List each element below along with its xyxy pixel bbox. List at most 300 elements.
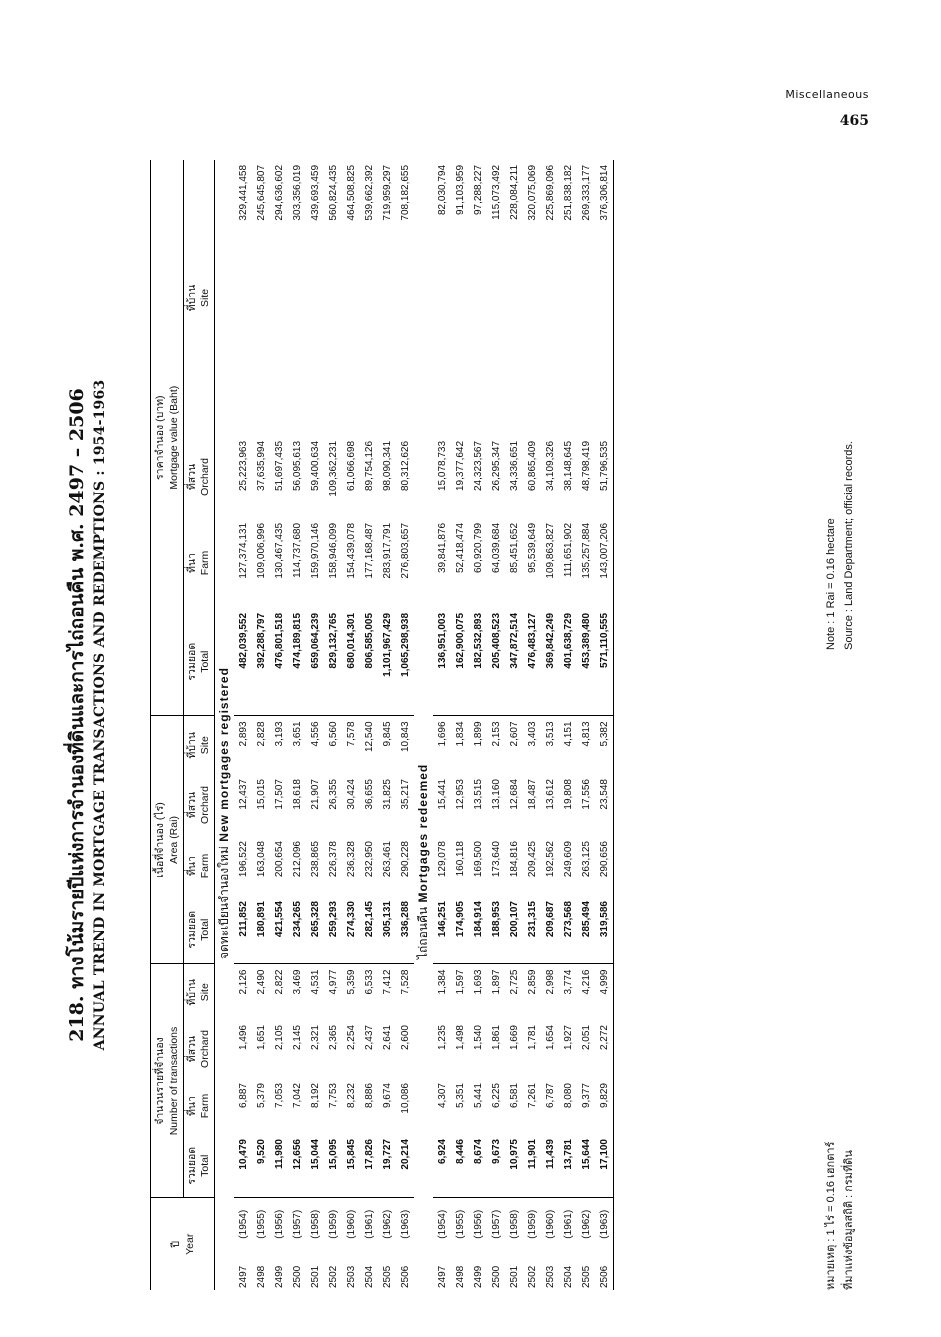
year-cell: (1960) — [544, 1209, 556, 1239]
value-cell: 1,669 — [508, 1025, 520, 1051]
value-cell: 4,151 — [562, 721, 574, 747]
subcolumn-header — [184, 1078, 215, 1134]
value-cell: 169,500 — [472, 841, 484, 878]
year-cell: 2498 — [255, 1265, 267, 1288]
value-cell: 238,865 — [309, 841, 321, 878]
subcolumn-label-thai: รวมยอด — [186, 910, 198, 949]
value-cell: 6,887 — [237, 1083, 249, 1109]
value-cell: 1,834 — [454, 721, 466, 747]
value-cell: 1,065,298,938 — [396, 608, 414, 716]
value-cell: 159,970,146 — [309, 522, 321, 579]
value-cell: 109,362,231 — [327, 440, 339, 497]
value-cell: 2,105 — [273, 1025, 285, 1051]
notes-english — [822, 441, 858, 650]
value-cell: 200,107 — [505, 896, 523, 964]
value-cell: 31,825 — [381, 779, 393, 810]
value-cell: 130,467,435 — [273, 522, 285, 579]
value-cell: 3,193 — [273, 721, 285, 747]
table-row — [523, 160, 541, 1290]
value-cell: 12,437 — [237, 779, 249, 810]
value-cell: 8,080 — [562, 1083, 574, 1109]
value-cell: 9,673 — [487, 1134, 505, 1198]
table-row — [487, 160, 505, 1290]
value-cell: 192,562 — [544, 841, 556, 878]
value-cell: 2,641 — [381, 1025, 393, 1051]
value-cell: 39,841,876 — [436, 522, 448, 574]
subcolumn-label-thai: ที่นา — [186, 856, 198, 876]
year-cell: 2497 — [237, 1265, 249, 1288]
year-cell: 2500 — [291, 1265, 303, 1288]
value-cell: 15,044 — [306, 1134, 324, 1198]
value-cell: 173,640 — [490, 841, 502, 878]
value-cell: 8,232 — [345, 1083, 357, 1109]
table-title-english: ANNUAL TREND IN MORTGAGE TRANSACTIONS AND REDEMPTIONS : 1954-1963 — [92, 379, 108, 1051]
value-cell: 659,064,239 — [306, 608, 324, 716]
value-cell: 56,095,613 — [291, 440, 303, 492]
value-cell: 829,132,765 — [324, 608, 342, 716]
table-row — [288, 160, 306, 1290]
table-row — [577, 160, 595, 1290]
value-cell: 294,636,602 — [273, 164, 285, 221]
year-cell: (1959) — [526, 1209, 538, 1239]
value-cell: 177,168,487 — [363, 522, 375, 579]
value-cell: 2,859 — [526, 969, 538, 995]
group-label-english: Mortgage value (Baht) — [168, 385, 180, 490]
value-cell: 36,655 — [363, 779, 375, 810]
value-cell: 12,656 — [288, 1134, 306, 1198]
value-cell: 2,607 — [508, 721, 520, 747]
value-cell: 163,048 — [255, 841, 267, 878]
year-cell: (1955) — [454, 1209, 466, 1239]
value-cell: 476,801,518 — [270, 608, 288, 716]
value-cell: 1,384 — [436, 969, 448, 995]
subcolumn-label-english: Site — [199, 983, 211, 1002]
value-cell: 23,548 — [595, 774, 614, 836]
value-cell: 127,374,131 — [237, 522, 249, 579]
subcolumn-header — [184, 836, 215, 896]
value-cell: 806,585,005 — [360, 608, 378, 716]
table-row — [505, 160, 523, 1290]
subcolumn-label-thai: ที่นา — [186, 552, 198, 573]
table-row — [396, 160, 414, 1290]
value-cell: 2,254 — [345, 1025, 357, 1051]
value-cell: 2,600 — [399, 1025, 411, 1051]
value-cell: 13,160 — [490, 779, 502, 810]
group-label-thai: จำนวนรายที่จำนอง — [154, 1037, 166, 1125]
value-cell: 61,066,698 — [345, 440, 357, 492]
value-cell: 2,725 — [508, 969, 520, 995]
value-cell: 15,078,733 — [436, 440, 448, 492]
value-cell: 37,635,994 — [255, 440, 267, 492]
value-cell: 9,520 — [252, 1134, 270, 1198]
value-cell: 9,829 — [595, 1078, 614, 1134]
value-cell: 129,078 — [436, 841, 448, 878]
value-cell: 265,328 — [306, 896, 324, 964]
year-cell: 2500 — [490, 1265, 502, 1288]
value-cell: 209,687 — [541, 896, 559, 964]
value-cell: 12,684 — [508, 779, 520, 810]
value-cell: 708,182,655 — [399, 164, 411, 221]
value-cell: 2,153 — [490, 721, 502, 747]
value-cell: 18,618 — [291, 779, 303, 810]
value-cell: 9,674 — [381, 1083, 393, 1109]
value-cell: 4,977 — [327, 969, 339, 995]
year-cell: 2503 — [544, 1265, 556, 1288]
subcolumn-label-thai: รวมยอด — [186, 1146, 198, 1185]
value-cell: 8,886 — [363, 1083, 375, 1109]
year-cell: 2498 — [454, 1265, 466, 1288]
value-cell: 2,490 — [255, 969, 267, 995]
value-cell: 180,891 — [252, 896, 270, 964]
value-cell: 98,090,341 — [381, 440, 393, 492]
value-cell: 1,597 — [454, 969, 466, 995]
value-cell: 135,257,884 — [580, 522, 592, 579]
value-cell: 114,737,680 — [291, 522, 303, 578]
year-cell: (1962) — [381, 1209, 393, 1239]
rotated-table-page — [62, 140, 882, 1290]
section-spacer — [215, 964, 235, 1290]
subcolumn-header — [184, 1134, 215, 1198]
value-cell: 38,148,645 — [562, 440, 574, 492]
value-cell: 303,356,019 — [291, 164, 303, 221]
value-cell: 2,126 — [237, 969, 249, 995]
value-cell: 236,328 — [345, 841, 357, 878]
year-cell: (1962) — [580, 1209, 592, 1239]
table-row — [595, 160, 614, 1290]
subcolumn-label-thai: ที่บ้าน — [186, 284, 198, 312]
value-cell: 184,914 — [469, 896, 487, 964]
value-cell: 9,377 — [580, 1083, 592, 1109]
area-group-header — [151, 716, 184, 964]
subcolumn-header — [184, 896, 215, 964]
value-cell: 263,461 — [381, 841, 393, 878]
value-cell: 282,145 — [360, 896, 378, 964]
section-label-thai: ไถ่ถอนคืน — [416, 906, 430, 959]
value-cell: 2,437 — [363, 1025, 375, 1051]
value-cell: 60,920,799 — [472, 522, 484, 574]
subcolumn-label-english: Farm — [199, 550, 211, 576]
value-cell: 369,842,249 — [541, 608, 559, 716]
value-cell: 109,006,996 — [255, 522, 267, 579]
value-cell: 401,638,729 — [559, 608, 577, 716]
value-cell: 13,781 — [559, 1134, 577, 1198]
year-cell: 2504 — [562, 1265, 574, 1288]
section-label-english: Mortgages redeemed — [416, 763, 430, 903]
value-cell: 276,803,657 — [399, 522, 411, 579]
value-cell: 158,946,099 — [327, 522, 339, 579]
value-cell: 3,469 — [291, 969, 303, 995]
value-cell: 10,975 — [505, 1134, 523, 1198]
table-row — [559, 160, 577, 1290]
year-cell: 2502 — [526, 1265, 538, 1288]
value-cell: 48,798,419 — [580, 440, 592, 492]
year-cell: 2505 — [580, 1265, 592, 1288]
value-cell: 12,540 — [363, 721, 375, 753]
value-cell: 376,306,814 — [595, 160, 614, 436]
value-cell: 52,418,474 — [454, 522, 466, 574]
value-cell: 6,581 — [508, 1083, 520, 1109]
value-cell: 476,483,127 — [523, 608, 541, 716]
value-cell: 182,532,893 — [469, 608, 487, 716]
value-cell: 19,808 — [562, 779, 574, 810]
notes-thai — [822, 1142, 858, 1290]
value-cell: 290,228 — [399, 841, 411, 878]
group-label-thai: ราคาจำนอง (บาท) — [154, 395, 166, 480]
value-cell: 19,727 — [378, 1134, 396, 1198]
value-cell: 1,651 — [255, 1025, 267, 1051]
value-cell: 6,560 — [327, 721, 339, 747]
value-cell: 15,015 — [255, 779, 267, 810]
year-cell: (1954) — [436, 1209, 448, 1239]
value-cell: 6,533 — [363, 969, 375, 995]
value-cell: 85,451,652 — [508, 522, 520, 574]
value-cell: 336,288 — [396, 896, 414, 964]
subcolumn-label-english: Orchard — [199, 1030, 211, 1068]
value-cell: 11,980 — [270, 1134, 288, 1198]
year-cell: 2505 — [381, 1265, 393, 1288]
table-row — [306, 160, 324, 1290]
value-cell: 4,813 — [580, 721, 592, 747]
value-cell: 8,674 — [469, 1134, 487, 1198]
table-row — [360, 160, 378, 1290]
value-cell: 1,781 — [526, 1025, 538, 1051]
value-cell: 21,907 — [309, 779, 321, 810]
year-cell: (1963) — [399, 1209, 411, 1239]
value-cell: 51,697,435 — [273, 440, 285, 492]
value-cell: 439,693,459 — [309, 164, 321, 221]
value-cell: 453,389,480 — [577, 608, 595, 716]
subcolumn-label-english: Orchard — [199, 786, 211, 824]
value-cell: 680,014,301 — [342, 608, 360, 716]
table-row — [234, 160, 252, 1290]
value-cell: 80,312,626 — [399, 440, 411, 492]
value-cell: 17,507 — [273, 779, 285, 810]
value-cell: 82,030,794 — [436, 164, 448, 215]
subcolumn-header — [184, 436, 215, 518]
subcolumn-label-thai: ที่สวน — [186, 463, 198, 491]
value-cell: 2,051 — [580, 1025, 592, 1051]
value-cell: 95,539,649 — [526, 522, 538, 574]
value-cell: 3,774 — [562, 969, 574, 995]
year-header-thai: ปี — [169, 1240, 182, 1248]
value-cell: 26,295,347 — [490, 440, 502, 492]
value-cell: 97,288,227 — [472, 164, 484, 215]
value-cell: 174,905 — [451, 896, 469, 964]
group-label-english: Area (Rai) — [168, 816, 180, 864]
value-cell: 290,656 — [595, 836, 614, 896]
year-cell: 2497 — [436, 1265, 448, 1288]
section-header: Miscellaneous — [785, 88, 869, 101]
value-cell: 2,272 — [595, 1020, 614, 1078]
value-cell: 3,513 — [544, 721, 556, 747]
value-cell: 1,540 — [472, 1025, 484, 1051]
value-cell: 8,192 — [309, 1083, 321, 1109]
value-cell: 7,053 — [273, 1083, 285, 1109]
value-cell: 5,441 — [472, 1083, 484, 1109]
year-header — [151, 1198, 215, 1290]
year-cell: (1963) — [595, 1198, 614, 1250]
value-cell: 1,927 — [562, 1025, 574, 1051]
section-label — [414, 160, 433, 964]
subcolumn-label-english: Orchard — [199, 457, 211, 496]
year-cell: (1958) — [508, 1209, 520, 1239]
value-cell: 8,446 — [451, 1134, 469, 1198]
table-row — [469, 160, 487, 1290]
value-cell: 18,487 — [526, 779, 538, 810]
section-label-thai: จดทะเบียนจำนองใหม่ — [217, 846, 231, 959]
value-cell: 234,265 — [288, 896, 306, 964]
subcolumn-header — [184, 716, 215, 774]
value-cell: 35,217 — [399, 779, 411, 810]
subcolumn-header — [184, 160, 215, 436]
value-cell: 571,110,555 — [595, 608, 614, 716]
value-cell: 15,845 — [342, 1134, 360, 1198]
value-cell: 1,235 — [436, 1025, 448, 1051]
value-cell: 200,654 — [273, 841, 285, 878]
value-cell: 1,654 — [544, 1025, 556, 1051]
value-cell: 2,828 — [255, 721, 267, 747]
value-cell: 10,086 — [399, 1083, 411, 1114]
subcolumn-label-thai: ที่นา — [186, 1096, 198, 1116]
value-cell: 482,039,552 — [234, 608, 252, 716]
value-cell: 560,824,435 — [327, 164, 339, 221]
value-cell: 11,439 — [541, 1134, 559, 1198]
subcolumn-label-english: Site — [199, 288, 211, 307]
year-cell: (1960) — [345, 1209, 357, 1239]
value-cell: 154,439,078 — [345, 522, 357, 579]
subcolumn-label-english: Farm — [199, 1093, 211, 1119]
value-cell: 10,843 — [399, 721, 411, 753]
value-cell: 539,662,392 — [363, 164, 375, 221]
year-cell: 2503 — [345, 1265, 357, 1288]
group-label-english: Number of transactions — [168, 1026, 180, 1136]
value-cell: 464,508,825 — [345, 164, 357, 221]
value-cell: 7,578 — [345, 721, 357, 747]
value-cell: 17,100 — [595, 1134, 614, 1198]
value-cell: 10,479 — [234, 1134, 252, 1198]
year-cell: 2499 — [273, 1265, 285, 1288]
value-cell: 5,379 — [255, 1083, 267, 1109]
year-cell: (1958) — [309, 1209, 321, 1239]
year-cell: 2499 — [472, 1265, 484, 1288]
subcolumn-label-english: Farm — [199, 853, 211, 879]
year-cell: 2501 — [508, 1265, 520, 1288]
transactions-group-header — [151, 964, 184, 1198]
value-cell: 5,351 — [454, 1083, 466, 1109]
year-cell: (1954) — [237, 1209, 249, 1239]
value-cell: 1,899 — [472, 721, 484, 747]
subcolumn-header — [184, 774, 215, 836]
value-cell: 283,917,791 — [381, 522, 393, 579]
year-cell: (1957) — [291, 1209, 303, 1239]
value-cell: 60,865,409 — [526, 440, 538, 492]
value-cell: 30,424 — [345, 779, 357, 810]
subcolumn-label-english: Total — [199, 650, 211, 673]
value-cell: 474,189,815 — [288, 608, 306, 716]
section-header-row — [414, 160, 433, 1290]
value-cell: 329,441,458 — [237, 164, 249, 221]
page-number: 465 — [839, 113, 869, 129]
value-cell: 184,816 — [508, 841, 520, 878]
year-cell: 2504 — [363, 1265, 375, 1288]
value-cell: 7,412 — [381, 969, 393, 995]
year-cell: (1959) — [327, 1209, 339, 1239]
table-row — [252, 160, 270, 1290]
value-cell: 5,359 — [345, 969, 357, 995]
subcolumn-header — [184, 518, 215, 608]
source-thai: ที่มาแห่งข้อมูลสถิติ : กรมที่ดิน — [843, 1150, 855, 1290]
value-cell: 115,073,492 — [490, 164, 502, 220]
value-cell: 13,612 — [544, 779, 556, 810]
subcolumn-label-english: Total — [199, 1154, 211, 1177]
value-cell: 245,645,807 — [255, 164, 267, 221]
section-label — [215, 160, 235, 964]
value-cell: 2,365 — [327, 1025, 339, 1051]
value-cell: 2,321 — [309, 1025, 321, 1051]
value-cell: 719,959,297 — [381, 164, 393, 221]
section-header-row — [215, 160, 235, 1290]
year-cell: 2506 — [399, 1265, 411, 1288]
subcolumn-label-english: Total — [199, 918, 211, 941]
value-cell: 9,845 — [381, 721, 393, 747]
value-cell: 7,261 — [526, 1083, 538, 1109]
value-cell: 2,822 — [273, 969, 285, 995]
value-cell: 2,893 — [237, 721, 249, 747]
value-cell: 34,109,326 — [544, 440, 556, 492]
value-cell: 17,826 — [360, 1134, 378, 1198]
value-cell: 392,288,797 — [252, 608, 270, 716]
value-cell: 4,531 — [309, 969, 321, 995]
year-cell: (1956) — [273, 1209, 285, 1239]
year-cell: 2502 — [327, 1265, 339, 1288]
value-cell: 285,494 — [577, 896, 595, 964]
value-cell: 209,425 — [526, 841, 538, 878]
value-cell: 269,333,177 — [580, 164, 592, 221]
value-cell: 2,145 — [291, 1025, 303, 1051]
subcolumn-label-english: Site — [199, 736, 211, 755]
table-row — [270, 160, 288, 1290]
value-cell: 6,225 — [490, 1083, 502, 1109]
year-cell: (1961) — [363, 1209, 375, 1239]
value-cell: 347,872,514 — [505, 608, 523, 716]
subcolumn-header — [184, 1020, 215, 1078]
year-cell: (1961) — [562, 1209, 574, 1239]
table-row — [378, 160, 396, 1290]
value-cell: 162,900,075 — [451, 608, 469, 716]
value-cell: 1,696 — [436, 721, 448, 747]
value-cell: 160,118 — [454, 841, 466, 877]
value-cell: 225,869,096 — [544, 164, 556, 221]
value-cell: 109,863,827 — [544, 522, 556, 579]
table-row — [433, 160, 451, 1290]
value-cell: 5,382 — [595, 716, 614, 774]
value-cell: 20,214 — [396, 1134, 414, 1198]
year-cell: (1957) — [490, 1209, 502, 1239]
subcolumn-header — [184, 608, 215, 716]
value-cell: 2,998 — [544, 969, 556, 995]
value-cell: 1,496 — [237, 1025, 249, 1051]
value-cell: 259,293 — [324, 896, 342, 964]
value-cell: 4,307 — [436, 1083, 448, 1109]
value-cell: 12,953 — [454, 779, 466, 810]
value-cell: 15,644 — [577, 1134, 595, 1198]
value-cell: 111,651,902 — [562, 522, 574, 578]
value-cell: 6,924 — [433, 1134, 451, 1198]
value-cell: 26,355 — [327, 779, 339, 810]
value-cell: 249,609 — [562, 841, 574, 878]
value-cell: 34,336,651 — [508, 440, 520, 492]
subcolumn-label-thai: ที่บ้าน — [186, 978, 198, 1006]
